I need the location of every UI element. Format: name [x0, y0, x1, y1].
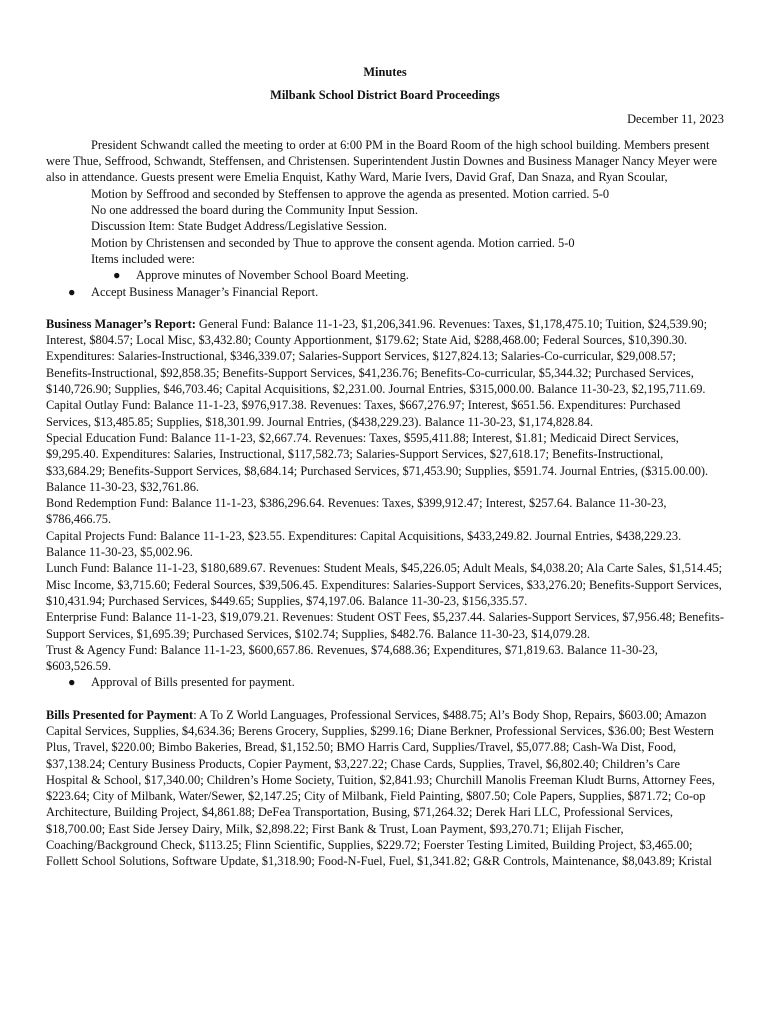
document-page	[46, 64, 724, 870]
fund-paragraph-capital-outlay: Capital Outlay Fund: Balance 11-1-23, $976,917.38. Revenues: Taxes, $667,276.97; Interest, $651.56. Expenditures: Purchased Services, $13,485.85; Supplies, $18,301.99. Journal Entries, ($438,229.23). Balance 11-30-23, $1,174,828.84.	[46, 398, 681, 429]
general-fund-text: General Fund: Balance 11-1-23, $1,206,341.96. Revenues: Taxes, $1,178,475.10; Tuition, $24,539.90; Interest, $804.57; Local Misc, $3,432.80; County Apportionment, $179.62; State Aid, $288,468.00; Federal Sources, $10,390.30. Expenditures: Salaries-Instructional, $346,339.07; Salaries-Support Services, $127,824.13; Salaries-Co-curricular, $29,008.57; Benefits-Instructional, $92,858.35; Benefits-Support Services, $41,236.76; Benefits-Co-curricular, $5,344.32; Purchased Services, $140,726.90; Supplies, $46,703.46; Capital Acquisitions, $2,231.00. Journal Entries, $315,000.00. Balance 11-30-23, $2,195,711.69.	[46, 316, 708, 397]
bills-heading: Bills Presented for Payment	[46, 707, 194, 722]
agenda-line: Discussion Item: State Budget Address/Legislative Session.	[91, 219, 387, 234]
agenda-line: Motion by Christensen and seconded by Thue to approve the consent agenda. Motion carried. 5-0	[91, 235, 575, 250]
document-title: Minutes	[363, 65, 407, 79]
consent-sub-item	[46, 267, 724, 283]
bills-approval-item	[46, 674, 724, 690]
bills-text: : A To Z World Languages, Professional Services, $488.75; Al’s Body Shop, Repairs, $603.00; Amazon Capital Services, Supplies, $4,634.36; Berens Grocery, Supplies, $299.16; Diane Berkner, Professional Services, $36.00; Best Western Plus, Travel, $220.00; Bimbo Bakeries, Bread, $1,152.50; BMO Harris Card, Supplies/Travel, $5,077.88; Cash-Wa Dist, Food, $37,138.24; Century Business Products, Copier Payment, $3,227.22; Chase Cards, Supplies, Travel, $6,802.40; Children’s Care Hospital & School, $17,340.00; Children’s Home Society, Tuition, $2,841.93; Churchill Manolis Freeman Kludt Burns, Attorney Fees, $223.64; City of Milbank, Water/Sewer, $2,147.25; City of Milbank, Field Painting, $807.50; Cole Papers, Supplies, $871.72; Co-op Architecture, Building Project, $4,861.88; DeFea Transportation, Busing, $71,264.32; Derek Hari LLC, Professional Services, $18,700.00; East Side Jersey Dairy, Milk, $2,898.22; First Bank & Trust, Loan Payment, $93,270.71; Elijah Fischer, Coaching/Background Check, $113.25; Flinn Scientific, Supplies, $229.72; Foerster Testing Limited, Building Project, $3,465.00; Follett School Solutions, Software Update, $1,318.90; Food-N-Fuel, Fuel, $1,341.82; G&R Controls, Maintenance, $8,043.89; Kristal	[46, 707, 715, 869]
bullet-icon: ●	[68, 675, 76, 690]
bills-paragraph	[46, 707, 724, 870]
consent-item	[46, 284, 724, 300]
agenda-line: Motion by Seffrood and seconded by Steffensen to approve the agenda as presented. Motion carried. 5-0	[91, 186, 610, 201]
consent-sub-item-text: Approve minutes of November School Board Meeting.	[136, 268, 409, 283]
fund-paragraph-trust-agency: Trust & Agency Fund: Balance 11-1-23, $600,657.86. Revenues, $74,688.36; Expenditures, $71,819.63. Balance 11-30-23, $603,526.59.	[46, 642, 658, 674]
meeting-date: December 11, 2023	[627, 111, 724, 126]
fund-paragraph-special-education: Special Education Fund: Balance 11-1-23, $2,667.74. Revenues: Taxes, $595,411.88; Interest, $1.81; Medicaid Direct Services, $9,295.40. Expenditures: Salaries, Instructional, $117,582.73; Salaries-Support Services, $27,618.17; Benefits-Instructional, $33,684.29; Benefits-Support Services, $8,684.14; Purchased Services, $71,453.90; Supplies, $591.74. Journal Entries, ($315.00.00). Balance 11-30-23, $32,761.86.	[46, 430, 709, 494]
bullet-icon: ●	[113, 268, 121, 283]
fund-paragraph-capital-projects: Capital Projects Fund: Balance 11-1-23, $23.55. Expenditures: Capital Acquisitions, $433,249.82. Journal Entries, $438,229.23. Balance 11-30-23, $5,002.96.	[46, 528, 682, 560]
agenda-line: Items included were:	[91, 251, 195, 266]
bills-approval-text: Approval of Bills presented for payment.	[91, 675, 295, 690]
general-fund-paragraph	[46, 316, 724, 397]
document-subtitle: Milbank School District Board Proceedings	[270, 88, 500, 103]
bills-section	[46, 707, 724, 870]
opening-paragraph: President Schwandt called the meeting to order at 6:00 PM in the Board Room of the high school building. Members present were Thue, Seffrood, Schwandt, Steffensen, and Christensen. Superintendent Justin Downes and Business Manager Nancy Meyer were also in attendance. Guests present were Emelia Enquist, Kathy Ward, Marie Ivers, David Graf, Dan Snaza, and Ryan Scoular,	[46, 137, 718, 185]
fund-paragraph-bond-redemption: Bond Redemption Fund: Balance 11-1-23, $386,296.64. Revenues: Taxes, $399,912.47; Interest, $257.64. Balance 11-30-23, $786,466.75.	[46, 496, 667, 527]
business-report	[46, 316, 724, 691]
agenda-line: No one addressed the board during the Community Input Session.	[91, 203, 418, 218]
bullet-icon: ●	[68, 284, 76, 299]
fund-paragraph-enterprise: Enterprise Fund: Balance 11-1-23, $19,079.21. Revenues: Student OST Fees, $5,237.44. Salaries-Support Services, $7,956.48; Benefits-Support Services, $1,695.39; Purchased Services, $102.74; Supplies, $482.76. Balance 11-30-23, $14,079.28.	[46, 610, 724, 641]
business-report-heading: Business Manager’s Report:	[46, 316, 196, 331]
fund-paragraph-lunch: Lunch Fund: Balance 11-1-23, $180,689.67. Revenues: Student Meals, $45,226.05; Adult Meals, $4,038.20; Ala Carte Sales, $1,514.45; Misc Income, $3,715.60; Federal Sources, $39,506.45. Expenditures: Salaries-Support Services, $33,276.20; Benefits-Support Services, $10,431.94; Purchased Services, $449.65; Supplies, $74,197.06. Balance 11-30-23, $156,335.57.	[46, 561, 723, 608]
consent-item-text: Accept Business Manager’s Financial Report.	[91, 284, 319, 299]
